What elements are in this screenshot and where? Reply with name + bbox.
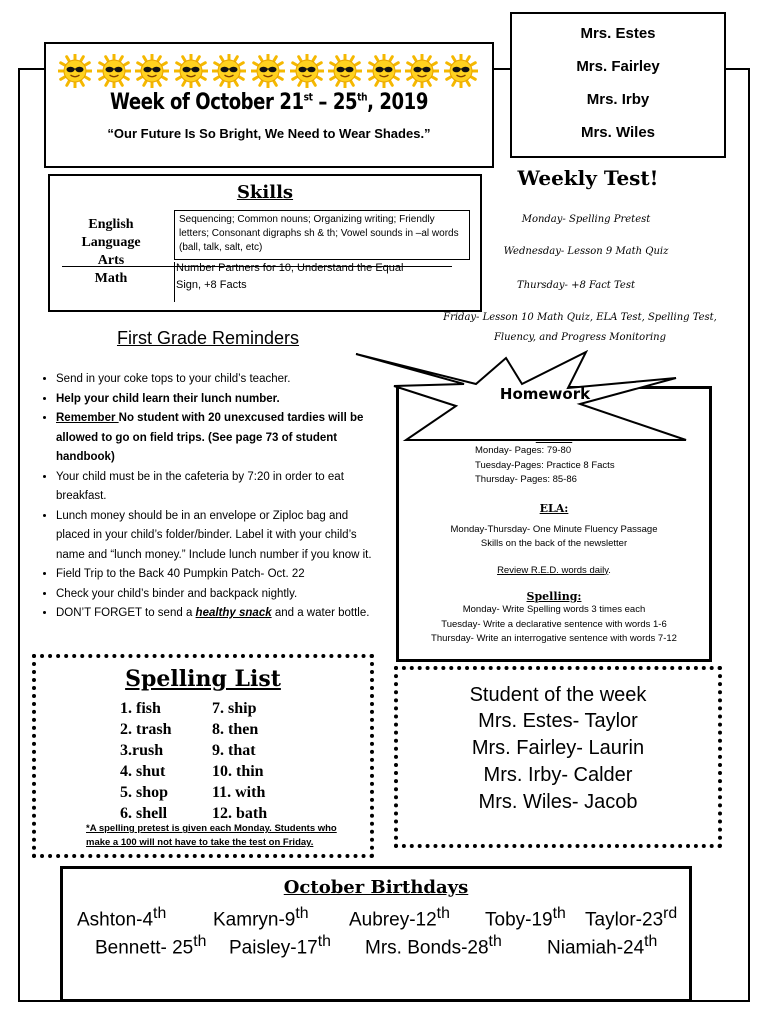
homework-title: Homework [499,385,591,403]
reminder-emphasis: Remember [56,412,119,424]
birthday-sup: rd [663,905,678,922]
sun-with-sunglasses-icon [328,54,362,88]
teacher-name: Mrs. Fairley [576,58,660,75]
spelling-list-box [32,654,374,858]
weekly-test-line: Thursday- +8 Fact Test [517,280,635,291]
homework-review-text: Review R.E.D. words daily [497,564,609,576]
sun-with-sunglasses-icon [251,54,285,88]
reminders-title: First Grade Reminders [116,328,300,348]
spelling-note-line: *A spelling pretest is given each Monday. Students who [86,823,337,834]
birthday-entry [95,933,206,959]
weekly-test-title: Weekly Test! [517,166,659,190]
skills-box [48,174,482,312]
reminders-list [34,370,384,624]
sun-with-sunglasses-icon [58,54,92,88]
birthday-entry [585,905,677,931]
birthday-entry [485,905,566,931]
math-desc-line: Sign, +8 Facts [176,279,247,291]
birthday-name: Aubrey-12 [349,909,437,931]
student-of-week-line: Mrs. Fairley- Laurin [471,737,645,759]
weekly-test-line: Friday- Lesson 10 Math Quiz, ELA Test, Spelling Test, [443,312,717,323]
homework-content [399,431,709,647]
birthday-entry [229,933,331,959]
birthday-name: Mrs. Bonds-28 [365,937,489,959]
spelling-word: 12. bath [212,805,268,822]
sun-row [58,54,478,88]
reminder-emphasis: healthy snack [195,607,272,619]
spelling-note-line: make a 100 will not have to take the test on Friday. [86,837,314,848]
sun-with-sunglasses-icon [212,54,246,88]
spelling-word: 3.rush [120,742,164,759]
homework-ela-heading: ELA: [539,501,569,515]
weekly-test-line: Wednesday- Lesson 9 Math Quiz [503,246,669,257]
homework-line: Tuesday-Pages: Practice 8 Facts [475,459,615,471]
birthdays-box [60,866,692,1002]
tagline: “Our Future Is So Bright, We Need to Wear Shades.” [107,126,431,141]
spelling-word: 7. ship [212,700,257,717]
weekly-test-line: Fluency, and Progress Monitoring [493,332,667,343]
birthday-entry [349,905,450,931]
skills-title: Skills [236,182,294,203]
student-of-week-line: Mrs. Irby- Calder [483,764,633,786]
reminder-item: • Your child must be in the cafeteria by 7:20 in order to eat breakfast. [56,468,384,507]
birthday-entry [213,905,309,931]
reminder-item [56,604,384,624]
birthday-name: Taylor-23 [585,909,664,931]
spelling-word: 6. shell [120,805,168,822]
homework-line: Skills on the back of the newsletter [480,538,628,549]
sun-with-sunglasses-icon [405,54,439,88]
reminder-item: • Send in your coke tops to your child’s teacher. [56,370,384,390]
birthday-sup: th [488,933,502,950]
week-title-year: , 2019 [367,90,428,115]
birthdays-title: October Birthdays [283,877,469,898]
homework-line: Thursday- Write an interrogative sentence with words 7-12 [431,633,677,644]
week-title-sup: th [357,90,368,104]
spelling-word: 4. shut [120,763,166,780]
student-of-week-line: Mrs. Wiles- Jacob [478,791,638,813]
birthday-name: Kamryn-9 [213,909,296,931]
homework-spelling-heading: Spelling: [526,590,582,603]
spelling-word: 8. then [212,721,259,738]
birthday-entry [547,933,657,959]
homework-line: Thursday- Pages: 85-86 [475,474,577,485]
sun-with-sunglasses-icon [174,54,208,88]
reminder-item [56,409,384,468]
spelling-word: 2. trash [120,721,172,738]
reminder-text: No student with 20 unexcused tardies will be allowed to go on field trips. (See page 73 of student handbook) [56,412,364,463]
birthday-sup: th [552,905,566,922]
birthday-name: Bennett- 25 [95,937,194,959]
birthday-entry [365,933,502,959]
spelling-word: 10. thin [212,763,264,780]
birthday-entry [77,905,166,931]
spelling-word: 9. that [212,742,256,759]
spelling-words-left [120,698,172,824]
teacher-name: Mrs. Estes [580,25,656,42]
birthday-name: Paisley-17 [229,937,318,959]
birthday-name: Niamiah-24 [547,937,645,959]
student-of-week-line: Mrs. Estes- Taylor [478,710,638,732]
week-title [86,90,452,115]
spelling-note [86,822,366,850]
sun-with-sunglasses-icon [135,54,169,88]
teacher-name: Mrs. Wiles [580,124,656,141]
spelling-list-title: Spelling List [125,666,281,692]
reminder-item: • Field Trip to the Back 40 Pumpkin Patch- Oct. 22 [56,565,384,585]
week-title-sup: st [303,90,313,104]
spelling-word: 1. fish [120,700,161,717]
newsletter-header [44,42,494,168]
spelling-word: 5. shop [120,784,169,801]
ela-label-line: Arts [97,253,125,268]
spelling-words-right [212,698,267,824]
math-skills-description [176,260,466,294]
birthday-sup: th [317,933,331,950]
birthday-sup: th [644,933,658,950]
birthday-sup: th [436,905,450,922]
homework-review-line [399,564,709,579]
birthday-name: Ashton-4 [77,909,154,931]
ela-subject-label [70,216,152,270]
week-title-mid: – 25 [312,90,358,115]
sun-with-sunglasses-icon [97,54,131,88]
birthday-name: Toby-19 [485,909,553,931]
teacher-name: Mrs. Irby [586,91,650,108]
sun-with-sunglasses-icon [290,54,324,88]
birthday-sup: th [295,905,309,922]
sun-with-sunglasses-icon [367,54,401,88]
homework-line: Tuesday- Write a declarative sentence with words 1-6 [441,618,667,630]
homework-line: Monday- Write Spelling words 3 times each [462,604,646,615]
student-of-week-box [394,666,722,848]
ela-label-line: English [88,217,134,232]
weekly-test-line: Monday- Spelling Pretest [521,214,651,225]
reminder-item: • Lunch money should be in an envelope or Ziploc bag and placed in your child’s folder/binder. Label it with your child’s name and “lunch money.” Include lunch number if you know it. [56,507,384,566]
reminder-text: DON’T FORGET to send a [56,607,196,619]
student-of-week-title: Student of the week [469,684,647,706]
reminder-text: and a water bottle. [271,607,370,619]
ela-skills-description: Sequencing; Common nouns; Organizing writing; Friendly letters; Consonant digraphs sh & th; Vowel sounds in –al words (ball, talk, salt, etc) [174,210,470,260]
week-title-start: Week of October 21 [110,90,304,115]
homework-line: Monday- Pages: 79-80 [475,445,572,456]
teachers-box [510,12,726,158]
math-subject-label: Math [94,271,128,286]
homework-review-period: . [608,564,611,576]
math-desc-line: Number Partners for 10, Understand the Equal [176,262,404,274]
ela-label-line: Language [81,235,141,250]
reminder-item: • Check your child’s binder and backpack nightly. [56,585,384,605]
reminder-item: • Help your child learn their lunch number. [56,390,384,410]
sun-with-sunglasses-icon [444,54,478,88]
birthday-sup: th [153,905,167,922]
homework-line: Monday-Thursday- One Minute Fluency Passage [450,523,658,535]
birthday-sup: th [193,933,207,950]
spelling-word: 11. with [212,784,266,801]
